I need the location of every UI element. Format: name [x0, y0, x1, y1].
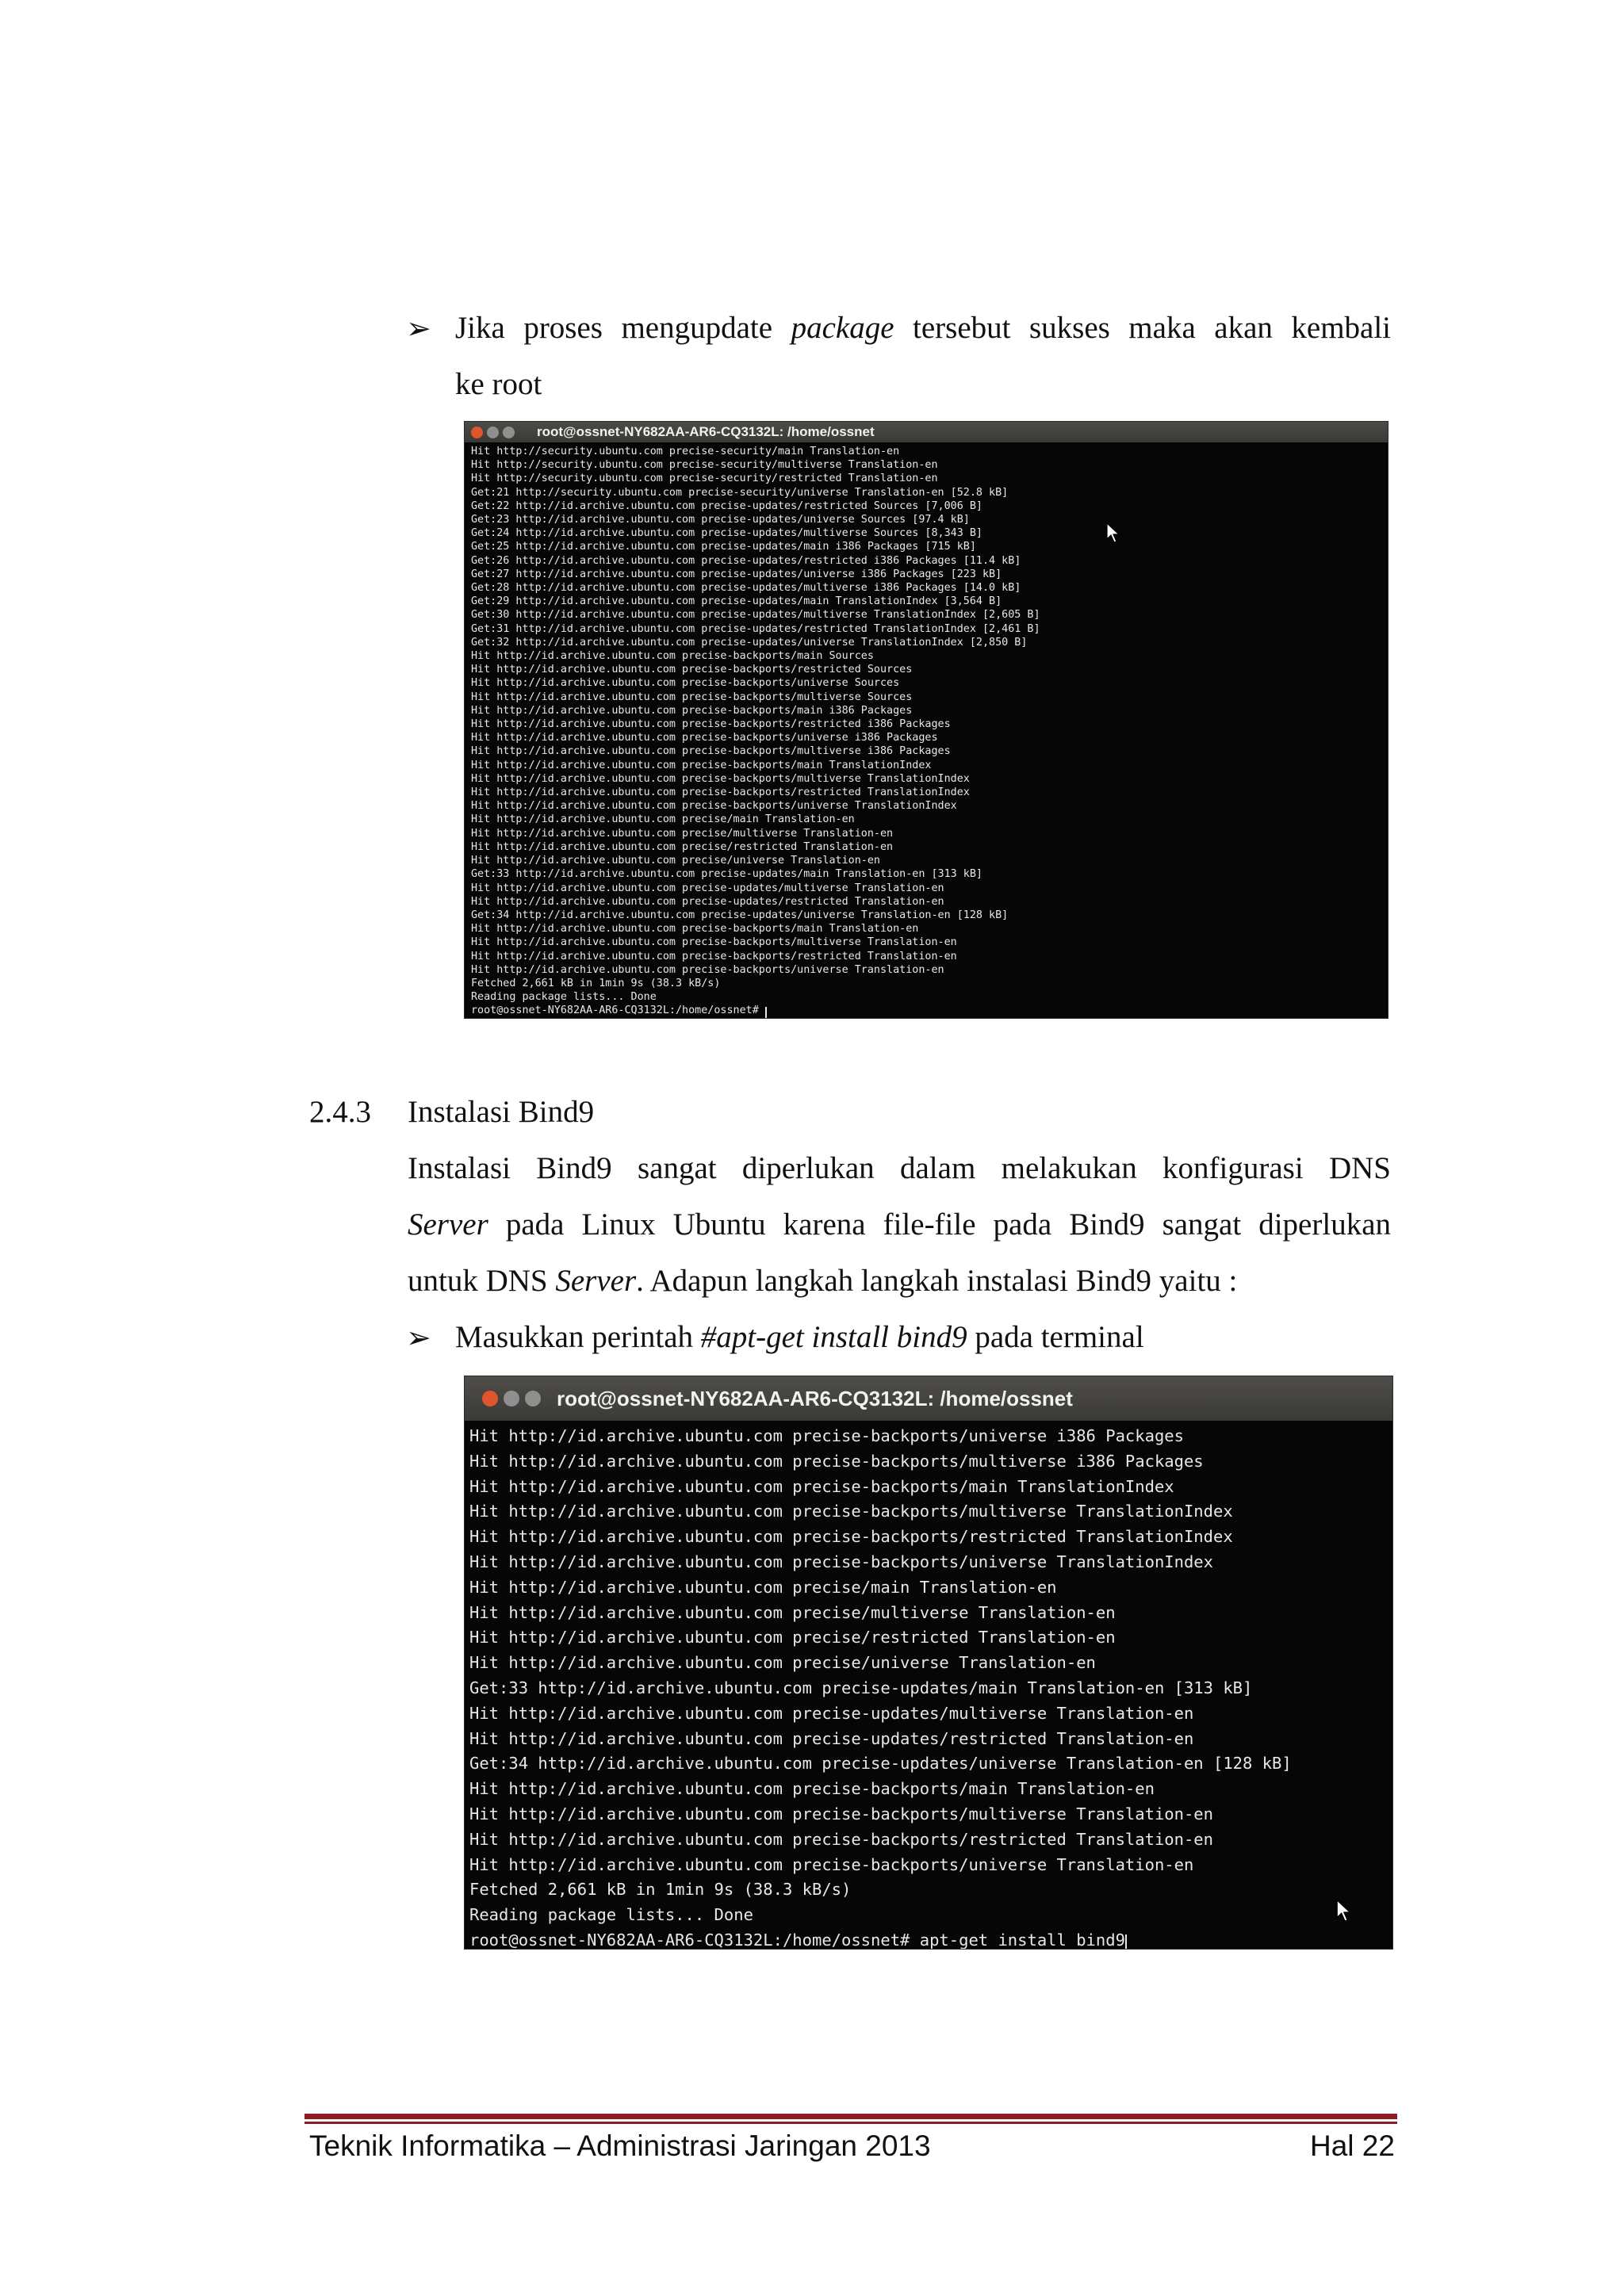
- terminal-line: Get:26 http://id.archive.ubuntu.com precise-updates/restricted i386 Packages [11.4 kB]: [471, 554, 1021, 567]
- terminal-line: Hit http://id.archive.ubuntu.com precise-backports/universe TranslationIndex: [471, 800, 957, 813]
- terminal-line: Fetched 2,661 kB in 1min 9s (38.3 kB/s): [471, 977, 721, 989]
- paragraph-line-3: [408, 1253, 1391, 1309]
- terminal-line: Get:34 http://id.archive.ubuntu.com precise-updates/universe Translation-en [128 kB]: [469, 1754, 1292, 1774]
- terminal-line: Get:31 http://id.archive.ubuntu.com precise-updates/restricted TranslationIndex [2,461 B]: [471, 622, 1040, 635]
- terminal-line: Hit http://id.archive.ubuntu.com precise-backports/restricted TranslationIndex: [469, 1527, 1233, 1547]
- terminal-line: Hit http://id.archive.ubuntu.com precise-backports/multiverse Sources: [471, 691, 913, 703]
- terminal-line: Get:21 http://security.ubuntu.com precise-security/universe Translation-en [52.8 kB]: [471, 486, 1009, 499]
- terminal-line: Get:30 http://id.archive.ubuntu.com precise-updates/multiverse TranslationIndex [2,605 B]: [471, 609, 1040, 622]
- terminal-line: Hit http://id.archive.ubuntu.com precise/universe Translation-en: [471, 855, 880, 867]
- terminal-line: Get:25 http://id.archive.ubuntu.com precise-updates/main i386 Packages [715 kB]: [471, 541, 976, 553]
- terminal-line: Hit http://id.archive.ubuntu.com precise-backports/main Sources: [471, 650, 874, 663]
- terminal-line: Hit http://id.archive.ubuntu.com precise-backports/multiverse Translation-en: [471, 936, 957, 949]
- terminal-screenshot-2: [465, 1376, 1392, 1949]
- terminal-line: Hit http://id.archive.ubuntu.com precise/multiverse Translation-en: [471, 827, 894, 840]
- terminal-line: Get:29 http://id.archive.ubuntu.com precise-updates/main TranslationIndex [3,564 B]: [471, 595, 1002, 608]
- minimize-window-icon[interactable]: [487, 427, 499, 438]
- maximize-window-icon[interactable]: [503, 427, 515, 438]
- terminal-1-output: [465, 442, 1388, 1018]
- mouse-pointer-icon: [1105, 522, 1123, 545]
- emphasis-package: package: [791, 311, 894, 345]
- terminal-line: Hit http://id.archive.ubuntu.com precise/restricted Translation-en: [469, 1628, 1116, 1647]
- terminal-line: Hit http://id.archive.ubuntu.com precise-updates/restricted Translation-en: [471, 895, 944, 908]
- terminal-screenshot-1: [465, 422, 1388, 1018]
- terminal-line: Hit http://id.archive.ubuntu.com precise-updates/restricted Translation-en: [469, 1728, 1194, 1748]
- emphasis-server: Server: [408, 1207, 488, 1242]
- terminal-line: Hit http://id.archive.ubuntu.com precise-backports/main TranslationIndex: [469, 1476, 1174, 1496]
- section-title: Instalasi Bind9: [408, 1095, 595, 1129]
- text-run: pada terminal: [967, 1320, 1144, 1354]
- terminal-line: Hit http://id.archive.ubuntu.com precise-backports/universe Translation-en: [469, 1854, 1194, 1874]
- maximize-window-icon[interactable]: [525, 1391, 541, 1406]
- bullet-1-line-2: ke root: [455, 367, 542, 401]
- terminal-line: Hit http://id.archive.ubuntu.com precise-backports/universe Sources: [471, 677, 900, 690]
- text-run: Masukkan perintah: [455, 1320, 701, 1354]
- terminal-1-titlebar: [465, 422, 1388, 442]
- text-cursor: [1125, 1934, 1127, 1949]
- terminal-line: Hit http://id.archive.ubuntu.com precise-backports/multiverse TranslationIndex: [471, 772, 970, 785]
- terminal-line: Hit http://security.ubuntu.com precise-security/restricted Translation-en: [471, 473, 938, 485]
- terminal-line: Hit http://id.archive.ubuntu.com precise-backports/restricted Translation-en: [471, 950, 957, 962]
- terminal-line: Get:27 http://id.archive.ubuntu.com precise-updates/universe i386 Packages [223 kB]: [471, 568, 1002, 580]
- terminal-line: Hit http://id.archive.ubuntu.com precise-backports/universe i386 Packages: [471, 732, 938, 744]
- terminal-line: Get:22 http://id.archive.ubuntu.com precise-updates/restricted Sources [7,006 B]: [471, 499, 982, 512]
- text-run: untuk DNS: [408, 1264, 556, 1298]
- terminal-line: Hit http://security.ubuntu.com precise-security/multiverse Translation-en: [471, 459, 938, 472]
- paragraph-line-2: [408, 1196, 1391, 1253]
- terminal-line: Hit http://id.archive.ubuntu.com precise-backports/multiverse i386 Packages: [469, 1451, 1204, 1471]
- terminal-line: Get:33 http://id.archive.ubuntu.com precise-updates/main Translation-en [313 kB]: [469, 1678, 1253, 1697]
- terminal-2-output: [465, 1421, 1392, 1949]
- terminal-line: Get:32 http://id.archive.ubuntu.com precise-updates/universe TranslationIndex [2,850 B]: [471, 636, 1028, 649]
- terminal-line: Hit http://id.archive.ubuntu.com precise/multiverse Translation-en: [469, 1602, 1116, 1622]
- mouse-pointer-icon: [1335, 1898, 1354, 1925]
- terminal-line: Hit http://id.archive.ubuntu.com precise-backports/universe Translation-en: [471, 963, 944, 976]
- terminal-line: Get:34 http://id.archive.ubuntu.com precise-updates/universe Translation-en [128 kB]: [471, 909, 1009, 921]
- terminal-line: Hit http://id.archive.ubuntu.com precise-backports/restricted TranslationIndex: [471, 786, 970, 799]
- terminal-line: Get:28 http://id.archive.ubuntu.com precise-updates/multiverse i386 Packages [14.0 kB]: [471, 582, 1021, 595]
- terminal-line: Hit http://id.archive.ubuntu.com precise-updates/multiverse Translation-en: [469, 1703, 1194, 1723]
- terminal-line: Hit http://id.archive.ubuntu.com precise/universe Translation-en: [469, 1653, 1096, 1673]
- close-window-icon[interactable]: [482, 1391, 498, 1406]
- emphasis-server: Server: [555, 1264, 637, 1298]
- terminal-line: Hit http://id.archive.ubuntu.com precise/restricted Translation-en: [471, 840, 894, 853]
- emphasis-command: #apt-get install bind9: [700, 1320, 967, 1354]
- terminal-line: Hit http://id.archive.ubuntu.com precise-backports/main i386 Packages: [471, 704, 913, 717]
- terminal-line: Hit http://security.ubuntu.com precise-security/main Translation-en: [471, 446, 900, 457]
- terminal-line: Hit http://id.archive.ubuntu.com precise-backports/multiverse TranslationIndex: [469, 1502, 1233, 1521]
- terminal-1-title: root@ossnet-NY682AA-AR6-CQ3132L: /home/ossnet: [537, 424, 875, 439]
- text-run: . Adapun langkah langkah instalasi Bind9 yaitu :: [636, 1264, 1238, 1298]
- text-run: pada Linux Ubuntu karena file-file pada Bind9 sangat diperlukan: [488, 1207, 1391, 1242]
- terminal-line: Get:24 http://id.archive.ubuntu.com precise-updates/multiverse Sources [8,343 B]: [471, 527, 982, 540]
- text-run: tersebut sukses maka akan kembali: [894, 311, 1392, 345]
- terminal-line: Hit http://id.archive.ubuntu.com precise-backports/multiverse i386 Packages: [471, 745, 951, 758]
- text-run: Jika proses mengupdate: [455, 311, 791, 345]
- terminal-line: root@ossnet-NY682AA-AR6-CQ3132L:/home/ossnet#: [471, 1004, 765, 1017]
- terminal-2-title: root@ossnet-NY682AA-AR6-CQ3132L: /home/ossnet: [557, 1386, 1073, 1410]
- bullet-1-line-1: [455, 300, 1391, 356]
- footer-title: Teknik Informatika – Administrasi Jaringan 2013: [309, 2130, 931, 2162]
- terminal-line: Hit http://id.archive.ubuntu.com precise-backports/restricted i386 Packages: [471, 718, 951, 731]
- terminal-line: Get:33 http://id.archive.ubuntu.com precise-updates/main Translation-en [313 kB]: [471, 868, 982, 881]
- terminal-line: Hit http://id.archive.ubuntu.com precise-backports/universe TranslationIndex: [469, 1552, 1213, 1571]
- terminal-line: Hit http://id.archive.ubuntu.com precise-backports/main Translation-en: [469, 1779, 1155, 1799]
- minimize-window-icon[interactable]: [504, 1391, 519, 1406]
- terminal-line: Hit http://id.archive.ubuntu.com precise/main Translation-en: [471, 813, 855, 826]
- footer-rule: [304, 2122, 1397, 2124]
- bullet-arrow-icon: ➢: [406, 312, 431, 346]
- page-number: Hal 22: [1310, 2130, 1395, 2162]
- terminal-line: Hit http://id.archive.ubuntu.com precise-updates/multiverse Translation-en: [471, 882, 944, 894]
- terminal-2-titlebar: [465, 1376, 1392, 1421]
- terminal-line: root@ossnet-NY682AA-AR6-CQ3132L:/home/ossnet# apt-get install bind9: [469, 1928, 1392, 1949]
- terminal-line: Hit http://id.archive.ubuntu.com precise-backports/main TranslationIndex: [471, 759, 932, 771]
- terminal-line: Fetched 2,661 kB in 1min 9s (38.3 kB/s): [469, 1880, 852, 1900]
- paragraph-line-1: Instalasi Bind9 sangat diperlukan dalam melakukan konfigurasi DNS: [408, 1151, 1391, 1185]
- terminal-line: Hit http://id.archive.ubuntu.com precise-backports/restricted Translation-en: [469, 1829, 1213, 1849]
- terminal-line: Hit http://id.archive.ubuntu.com precise-backports/restricted Sources: [471, 664, 913, 676]
- terminal-line: Reading package lists... Done: [471, 991, 657, 1004]
- footer-rule: [304, 2114, 1397, 2119]
- bullet-2-line: [455, 1309, 1391, 1365]
- close-window-icon[interactable]: [471, 427, 483, 438]
- terminal-line: Get:23 http://id.archive.ubuntu.com precise-updates/universe Sources [97.4 kB]: [471, 514, 970, 526]
- terminal-line: Hit http://id.archive.ubuntu.com precise-backports/multiverse Translation-en: [469, 1804, 1213, 1823]
- section-number: 2.4.3: [309, 1095, 371, 1129]
- text-cursor: [765, 1007, 767, 1018]
- terminal-line: Reading package lists... Done: [469, 1905, 753, 1925]
- terminal-line: Hit http://id.archive.ubuntu.com precise/main Translation-en: [469, 1577, 1057, 1597]
- terminal-line: Hit http://id.archive.ubuntu.com precise-backports/main Translation-en: [471, 923, 919, 936]
- terminal-line: Hit http://id.archive.ubuntu.com precise-backports/universe i386 Packages: [469, 1426, 1184, 1445]
- bullet-arrow-icon: ➢: [406, 1322, 431, 1355]
